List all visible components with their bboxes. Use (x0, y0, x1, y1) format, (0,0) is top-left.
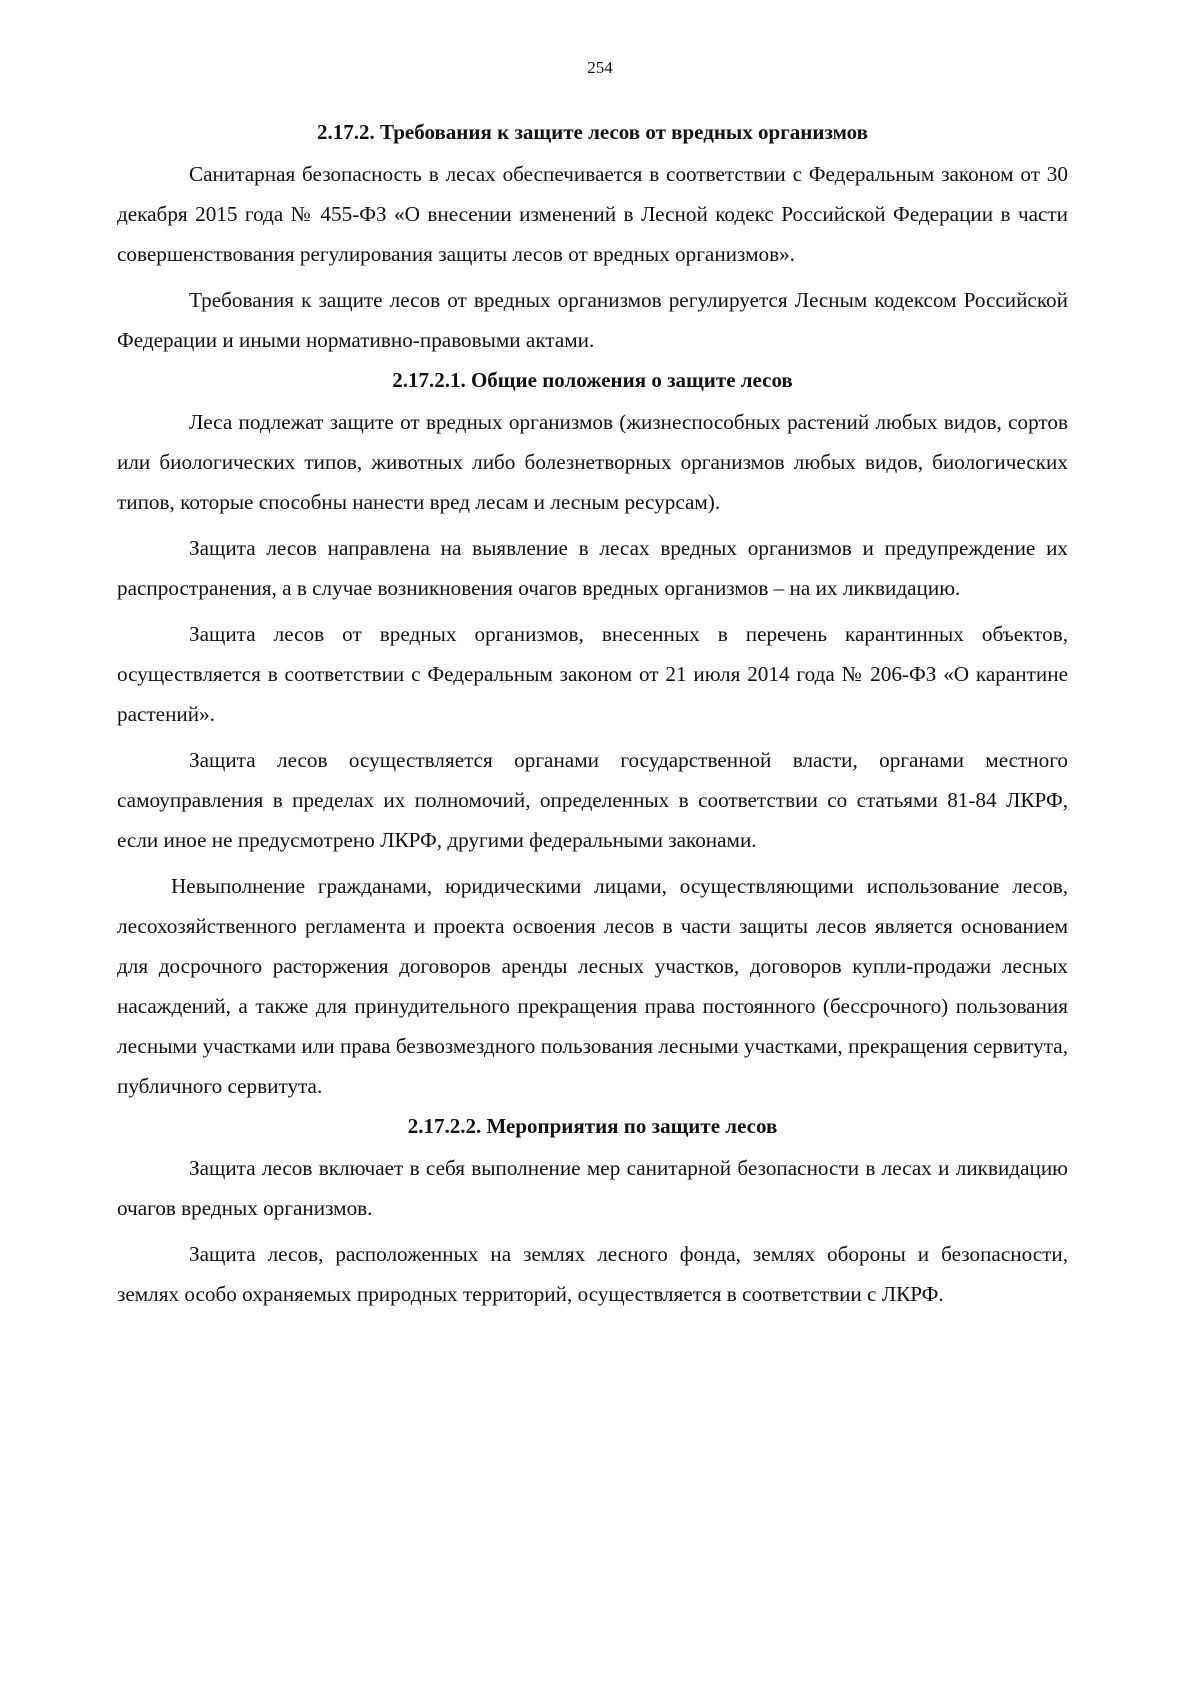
paragraph: Защита лесов осуществляется органами государственной власти, органами местного самоуправления в пределах их полномочий, определенных в соответствии со статьями 81-84 ЛКРФ, если иное не предусмотрено ЛКРФ, другими федеральными законами. (117, 748, 1068, 852)
page-content (117, 118, 1068, 1320)
paragraph: Требования к защите лесов от вредных организмов регулируется Лесным кодексом Российской Федерации и иными нормативно-правовыми актами. (117, 288, 1068, 352)
paragraph: Защита лесов, расположенных на землях лесного фонда, землях обороны и безопасности, землях особо охраняемых природных территорий, осуществляется в соответствии с ЛКРФ. (117, 1242, 1068, 1306)
paragraph: Санитарная безопасность в лесах обеспечивается в соответствии с Федеральным законом от 30 декабря 2015 года № 455-ФЗ «О внесении изменений в Лесной кодекс Российской Федерации в части совершенствования регулирования защиты лесов от вредных организмов». (117, 162, 1068, 266)
paragraph: Невыполнение гражданами, юридическими лицами, осуществляющими использование лесов, лесохозяйственного регламента и проекта освоения лесов в части защиты лесов является основанием для досрочного расторжения договоров аренды лесных участков, договоров купли-продажи лесных насаждений, а также для принудительного прекращения права постоянного (бессрочного) пользования лесными участками или права безвозмездного пользования лесными участками, прекращения сервитута, публичного сервитута. (117, 874, 1068, 1098)
section-heading: 2.17.2. Требования к защите лесов от вредных организмов (317, 120, 868, 144)
page-number: 254 (587, 58, 613, 77)
paragraph: Леса подлежат защите от вредных организмов (жизнеспособных растений любых видов, сортов или биологических типов, животных либо болезнетворных организмов любых видов, биологических типов, которые способны нанести вред лесам и лесным ресурсам). (117, 410, 1068, 514)
paragraph: Защита лесов включает в себя выполнение мер санитарной безопасности в лесах и ликвидацию очагов вредных организмов. (117, 1156, 1068, 1220)
paragraph: Защита лесов от вредных организмов, внесенных в перечень карантинных объектов, осуществляется в соответствии с Федеральным законом от 21 июля 2014 года № 206-ФЗ «О карантине растений». (117, 622, 1068, 726)
subsection-heading: 2.17.2.1. Общие положения о защите лесов (392, 368, 793, 392)
paragraph: Защита лесов направлена на выявление в лесах вредных организмов и предупреждение их распространения, а в случае возникновения очагов вредных организмов – на их ликвидацию. (117, 536, 1068, 600)
subsection-heading: 2.17.2.2. Мероприятия по защите лесов (407, 1114, 778, 1138)
